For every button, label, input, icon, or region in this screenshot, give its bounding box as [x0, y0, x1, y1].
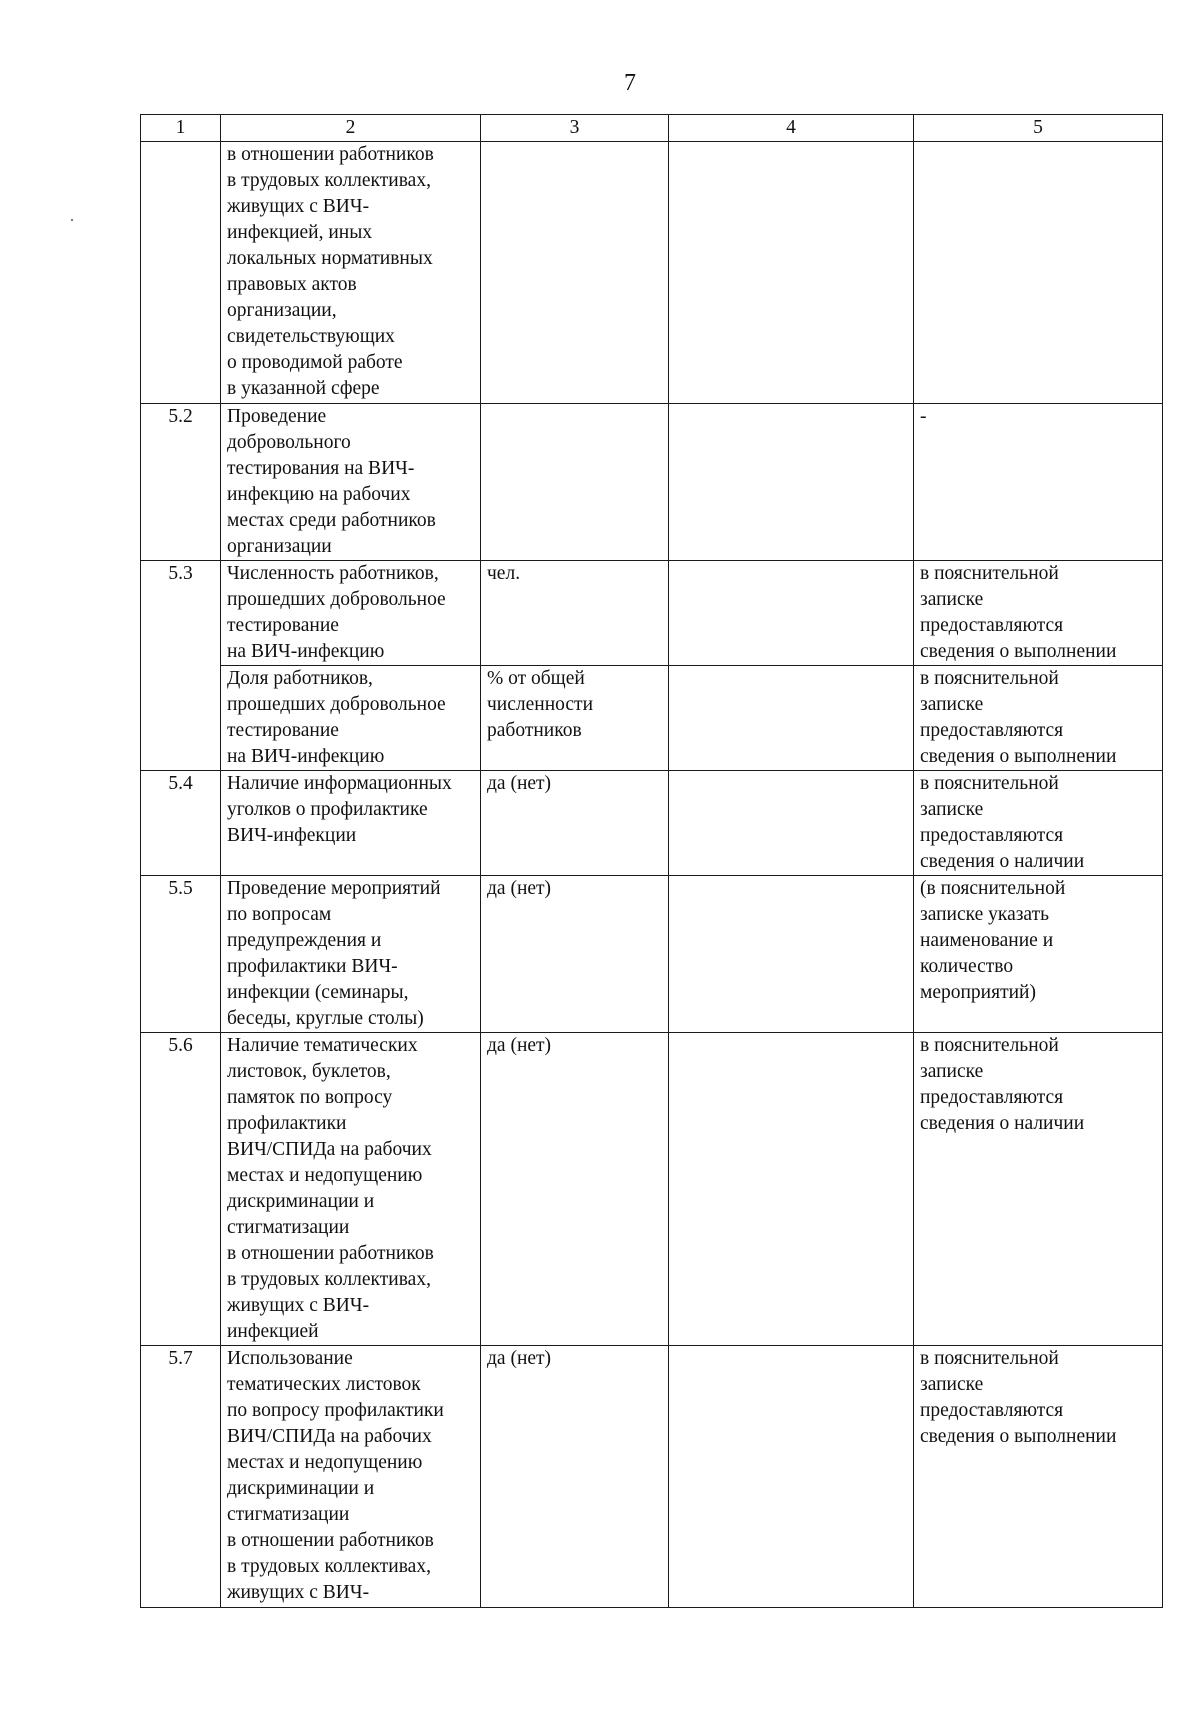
table-row-5-7: [141, 1346, 1163, 1608]
unit-cell: [481, 142, 669, 404]
column-header-1: 1: [141, 115, 221, 142]
row-number: [141, 142, 221, 404]
indicator-cell: Доля работников, прошедших добровольное тестирование на ВИЧ-инфекцию: [221, 666, 481, 771]
value-cell: [669, 1033, 914, 1346]
row-number: 5.2: [141, 404, 221, 561]
column-header-5: 5: [914, 115, 1163, 142]
unit-cell: да (нет): [481, 771, 669, 876]
unit-cell: да (нет): [481, 876, 669, 1033]
column-header-3: 3: [481, 115, 669, 142]
value-cell: [669, 404, 914, 561]
value-cell: [669, 561, 914, 666]
note-cell: -: [914, 404, 1163, 561]
row-number: 5.5: [141, 876, 221, 1033]
note-cell: в пояснительной записке предоставляются сведения о наличии: [914, 1033, 1163, 1346]
table-row-5-5: [141, 876, 1163, 1033]
indicator-cell: Наличие информационных уголков о профилактике ВИЧ-инфекции: [221, 771, 481, 876]
unit-cell: да (нет): [481, 1346, 669, 1608]
note-cell: в пояснительной записке предоставляются сведения о выполнении: [914, 561, 1163, 666]
table-row-5-4: [141, 771, 1163, 876]
value-cell: [669, 771, 914, 876]
column-header-4: 4: [669, 115, 914, 142]
table-row-5-2: [141, 404, 1163, 561]
indicator-cell: Проведение добровольного тестирования на ВИЧ- инфекцию на рабочих местах среди работников организации: [221, 404, 481, 561]
value-cell: [669, 1346, 914, 1608]
row-number: 5.3: [141, 561, 221, 771]
report-table: [140, 114, 1163, 1608]
column-number-row: [141, 115, 1163, 142]
table-row-continuation: [141, 142, 1163, 404]
note-cell: [914, 142, 1163, 404]
note-cell: в пояснительной записке предоставляются сведения о выполнении: [914, 1346, 1163, 1608]
unit-cell: чел.: [481, 561, 669, 666]
table-row-5-3-count: [141, 561, 1163, 666]
note-cell: в пояснительной записке предоставляются сведения о выполнении: [914, 666, 1163, 771]
column-header-2: 2: [221, 115, 481, 142]
table-row-5-3-share: [141, 666, 1163, 771]
unit-cell: % от общей численности работников: [481, 666, 669, 771]
note-cell: (в пояснительной записке указать наименование и количество мероприятий): [914, 876, 1163, 1033]
unit-cell: [481, 404, 669, 561]
scan-speck: [71, 219, 73, 221]
value-cell: [669, 142, 914, 404]
value-cell: [669, 876, 914, 1033]
row-number: 5.6: [141, 1033, 221, 1346]
note-cell: в пояснительной записке предоставляются сведения о наличии: [914, 771, 1163, 876]
indicator-cell: в отношении работников в трудовых коллективах, живущих с ВИЧ- инфекцией, иных локальных нормативных правовых актов организации, свидетельствующих о проводимой работе в указанной сфере: [221, 142, 481, 404]
indicator-cell: Наличие тематических листовок, буклетов, памяток по вопросу профилактики ВИЧ/СПИДа на рабочих местах и недопущению дискриминации и стигматизации в отношении работников в трудовых коллективах, живущих с ВИЧ- инфекцией: [221, 1033, 481, 1346]
row-number: 5.4: [141, 771, 221, 876]
unit-cell: да (нет): [481, 1033, 669, 1346]
indicator-cell: Численность работников, прошедших добровольное тестирование на ВИЧ-инфекцию: [221, 561, 481, 666]
indicator-cell: Использование тематических листовок по вопросу профилактики ВИЧ/СПИДа на рабочих местах и недопущению дискриминации и стигматизации в отношении работников в трудовых коллективах, живущих с ВИЧ-: [221, 1346, 481, 1608]
page-number: 7: [624, 70, 636, 96]
row-number: 5.7: [141, 1346, 221, 1608]
value-cell: [669, 666, 914, 771]
indicator-cell: Проведение мероприятий по вопросам предупреждения и профилактики ВИЧ- инфекции (семинары, беседы, круглые столы): [221, 876, 481, 1033]
table-row-5-6: [141, 1033, 1163, 1346]
